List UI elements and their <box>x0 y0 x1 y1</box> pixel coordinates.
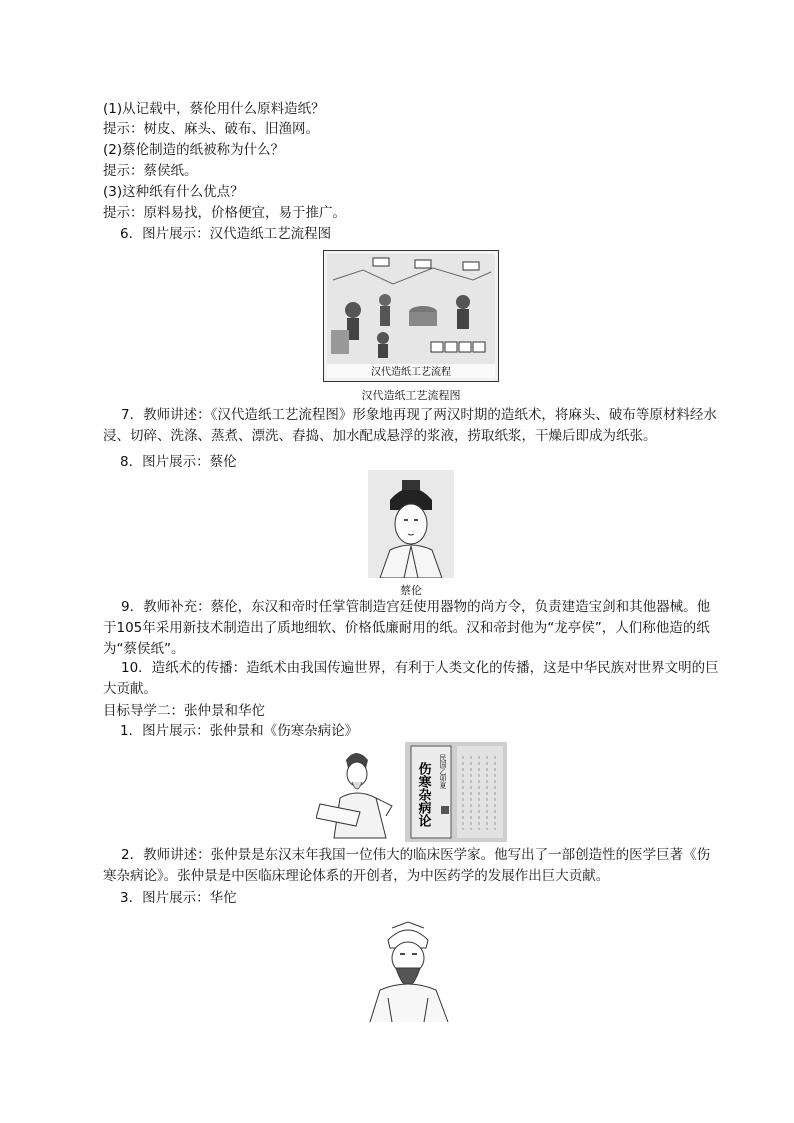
item-8: 8．图片展示：蔡伦 <box>120 454 237 470</box>
item-9: 9．教师补充：蔡伦，东汉和帝时任掌管制造宫廷使用器物的尚方令，负责建造宝剑和其他器械。他于105年采用新技术制造出了质地细软、价格低廉耐用的纸。汉和帝封他为“龙亭侯”，人们称他造的纸为“蔡侯纸”。 <box>103 599 711 657</box>
book-side-text: 民国乙卯夏 <box>439 754 447 789</box>
zhangzhongjing-portrait <box>316 742 398 840</box>
book-title-text: 伤寒杂病论 <box>415 762 431 827</box>
goal-item-1: 1．图片展示：张仲景和《伤寒杂病论》 <box>120 723 359 739</box>
goal-section-2: 目标导学二：张仲景和华佗 <box>103 703 265 719</box>
item-10: 10．造纸术的传播：造纸术由我国传遍世界，有利于人类文化的传播，这是中华民族对世界文明的巨大贡献。 <box>103 660 719 697</box>
flow-caption: 汉代造纸工艺流程图 <box>361 389 461 402</box>
cailun-caption: 蔡伦 <box>400 584 422 597</box>
item-6: 6．图片展示：汉代造纸工艺流程图 <box>120 226 332 242</box>
cailun-portrait <box>368 470 454 578</box>
answer-1: 提示：树皮、麻头、破布、旧渔网。 <box>103 121 319 137</box>
question-3: (3)这种纸有什么优点？ <box>103 184 244 200</box>
item-7: 7．教师讲述：《汉代造纸工艺流程图》形象地再现了两汉时期的造纸术，将麻头、破布等原材料经水浸、切碎、洗涤、蒸煮、漂洗、舂捣、加水配成悬浮的浆液，捞取纸浆，干燥后即成为纸张。 <box>103 407 717 444</box>
question-1: (1)从记载中，蔡伦用什么原料造纸？ <box>103 101 325 117</box>
huatuo-portrait <box>362 918 454 1024</box>
papermaking-flow-image <box>323 250 499 382</box>
flow-banner-text: 汉代造纸工艺流程 <box>371 367 451 378</box>
goal-item-3: 3．图片展示：华佗 <box>120 890 237 906</box>
answer-3: 提示：原料易找，价格便宜，易于推广。 <box>103 205 346 221</box>
question-2: (2)蔡伦制造的纸被称为什么？ <box>103 142 285 158</box>
shanghan-book-image <box>405 742 507 842</box>
answer-2: 提示：蔡侯纸。 <box>103 163 198 179</box>
goal-item-2: 2．教师讲述：张仲景是东汉末年我国一位伟大的临床医学家。他写出了一部创造性的医学巨著《伤寒杂病论》。张仲景是中医临床理论体系的开创者，为中医药学的发展作出巨大贡献。 <box>103 847 711 884</box>
